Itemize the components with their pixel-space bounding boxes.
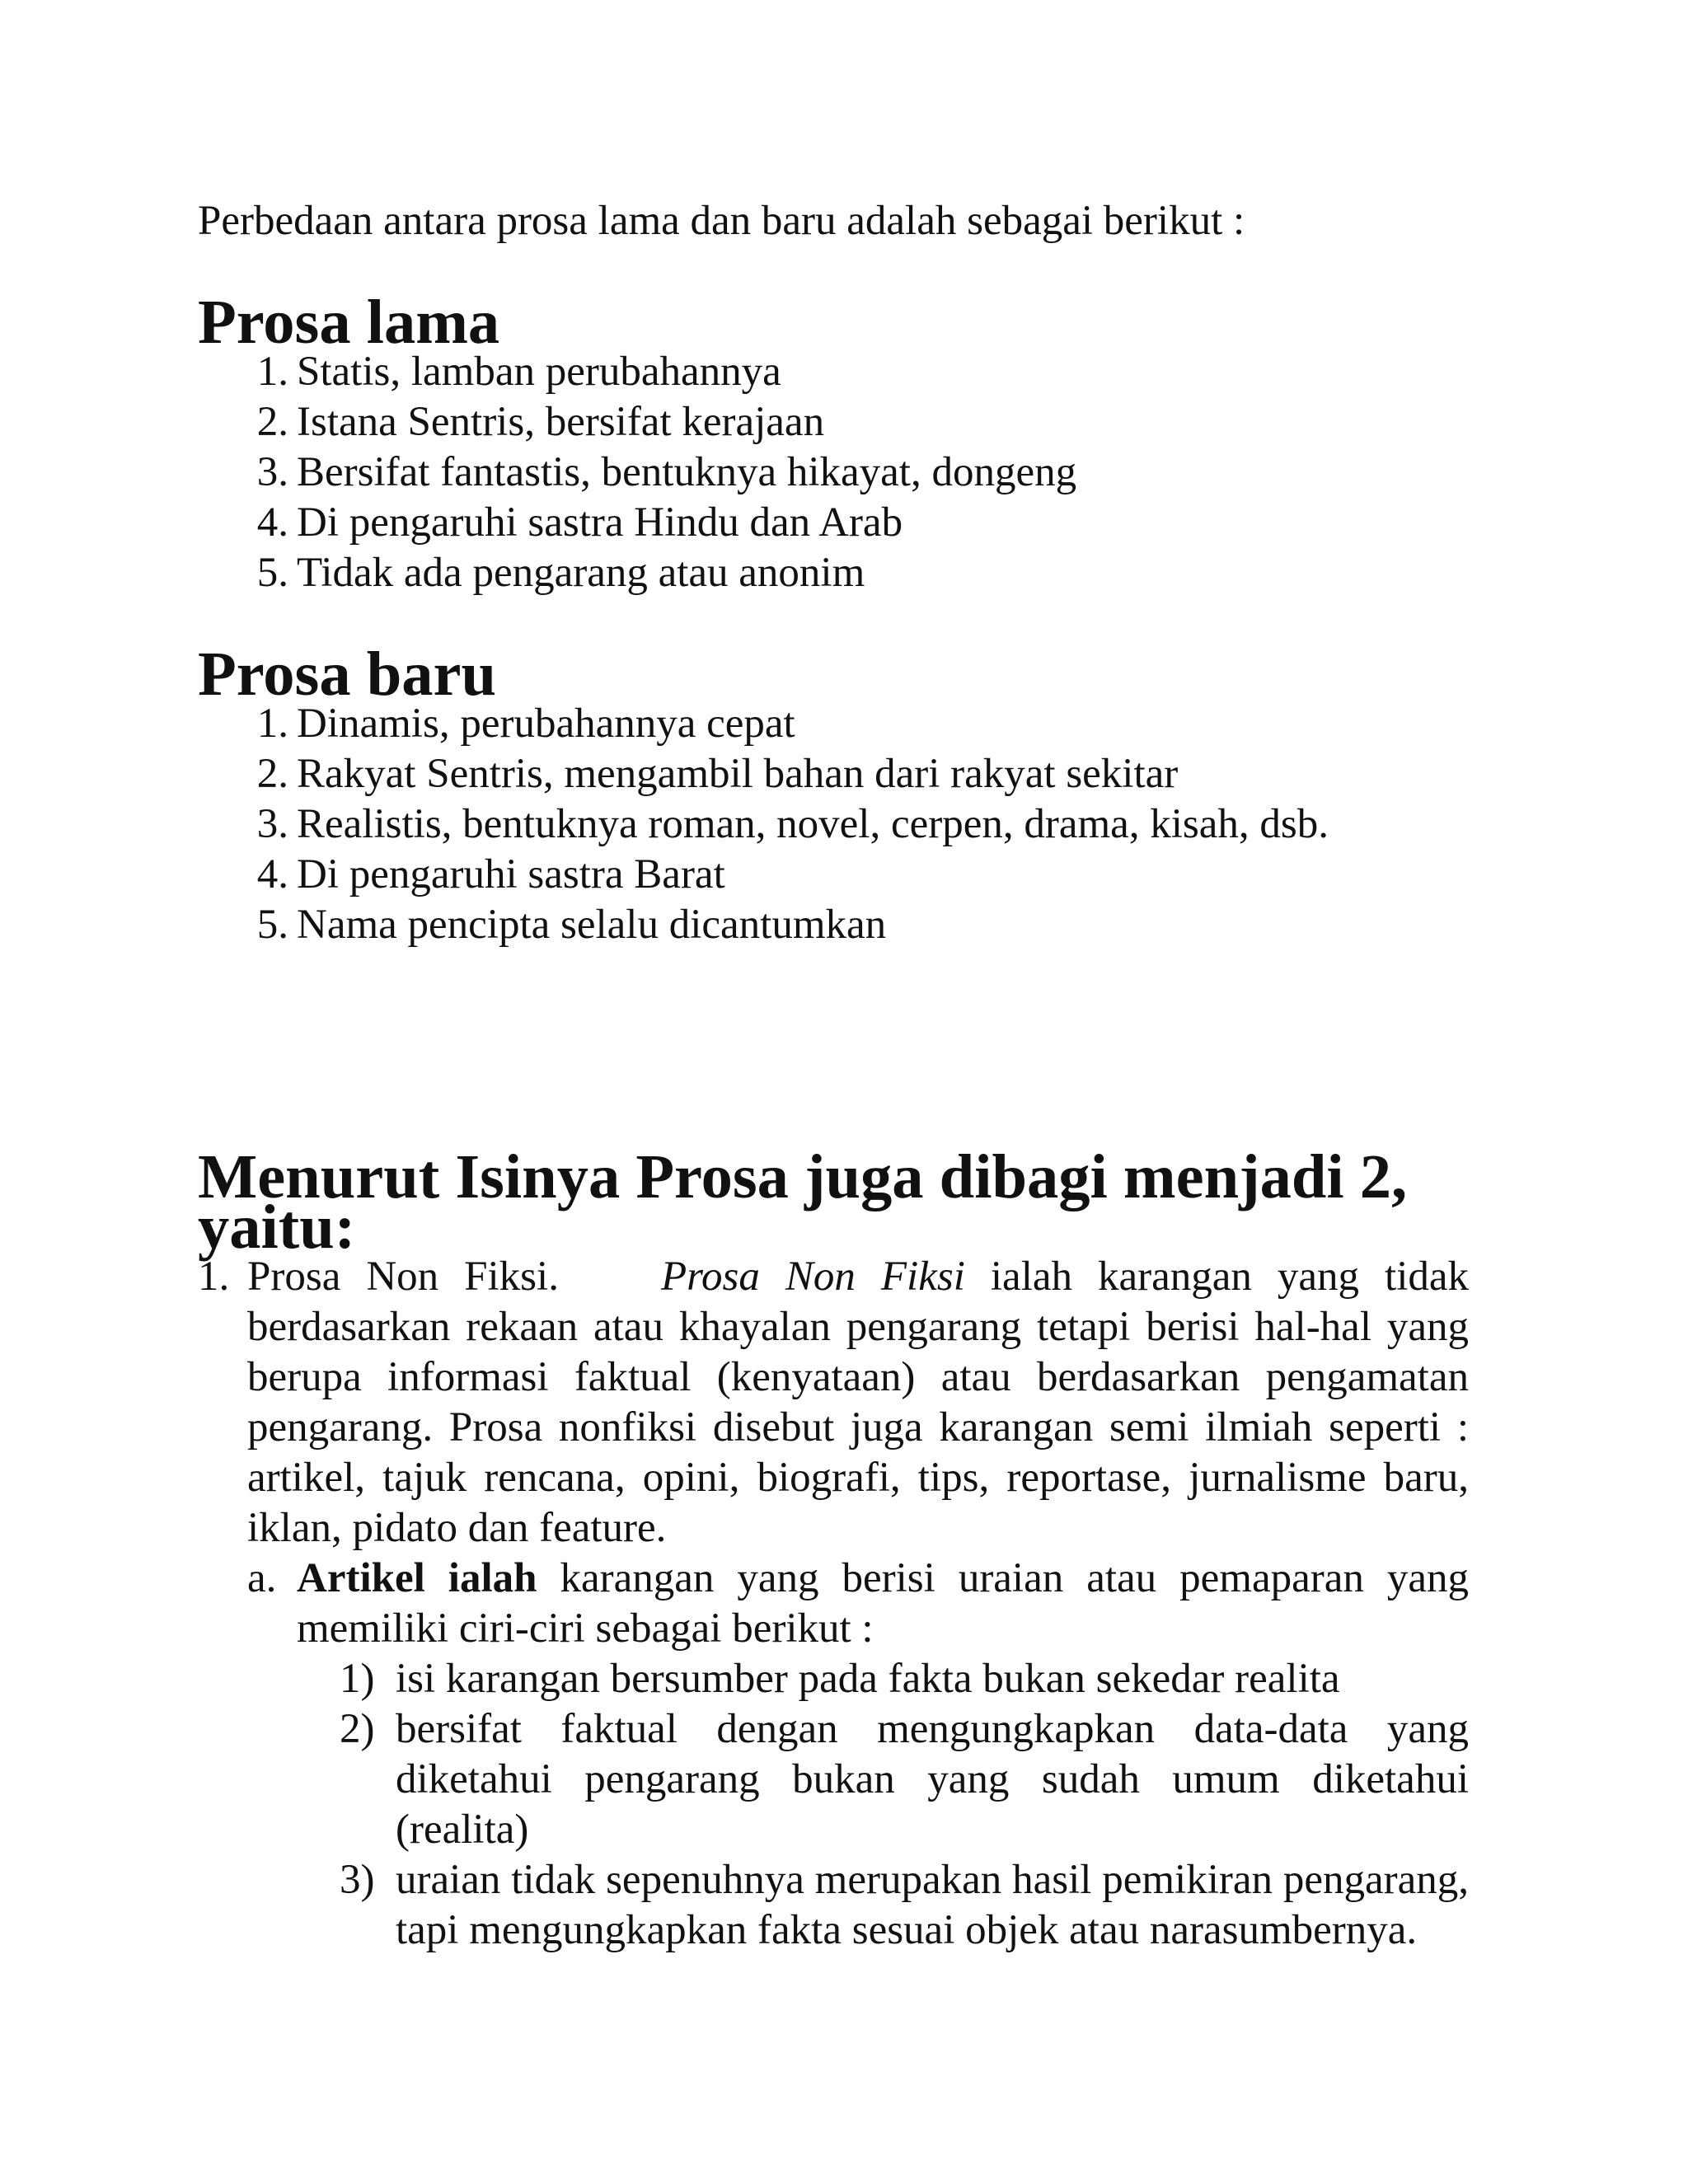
ciri-number: 1) [340,1656,375,1702]
list-number: 5. [256,902,288,948]
sub-item-letter: a. [247,1555,277,1601]
list-item-text: Istana Sentris, bersifat kerajaan [297,399,825,445]
list-number: 1. [256,349,288,395]
list-number: 2. [256,751,288,797]
list-item-text: Tidak ada pengarang atau anonim [297,550,865,596]
list-number: 4. [256,499,288,546]
list-item [198,749,1469,799]
list-item [198,448,1469,498]
list-number: 3. [256,801,288,847]
ciri-text: bersifat faktual dengan mengungkapkan data-data yang diketahui pengarang bukan yang sudah umum diketahui (realita) [396,1706,1469,1853]
list-number: 1. [198,1254,230,1300]
list-number: 2. [256,399,288,445]
list-item [198,347,1469,397]
sub-item-bold-term: Artikel ialah [297,1555,537,1601]
ciri-item [198,1855,1469,1956]
list-item [198,699,1469,749]
ciri-item [198,1704,1469,1855]
list-item [198,900,1469,950]
list-item-text: Rakyat Sentris, mengambil bahan dari rakyat sekitar [297,751,1179,797]
sub-item-artikel [198,1554,1469,1654]
list-item-text: Statis, lamban perubahannya [297,349,781,395]
heading-prosa-baru: Prosa baru [198,639,496,709]
list-number: 1. [256,701,288,747]
list-item [198,548,1469,598]
list-prosa-lama [198,347,1469,598]
document-body [198,196,1469,1956]
item-definition: ialah karangan yang tidak berdasarkan rekaan atau khayalan pengarang tetapi berisi hal-hal yang berupa informasi faktual (kenyataan) atau berdasarkan pengamatan pengarang. Prosa nonfiksi disebut juga karangan semi ilmiah seperti : artikel, tajuk rencana, opini, biografi, tips, reportase, jurnalisme baru, iklan, pidato dan feature. [247,1254,1469,1551]
intro-paragraph: Perbedaan antara prosa lama dan baru adalah sebagai berikut : [198,198,1245,244]
list-item [198,397,1469,448]
list-item-text: Dinamis, perubahannya cepat [297,701,795,747]
list-item-text: Di pengaruhi sastra Hindu dan Arab [297,499,903,546]
list-item [198,799,1469,850]
list-number: 5. [256,550,288,596]
item-prosa-non-fiksi [198,1252,1469,1554]
ciri-text: uraian tidak sepenuhnya merupakan hasil pemikiran pengarang, tapi mengungkapkan fakta sesuai objek atau narasumbernya. [396,1857,1469,1953]
heading-menurut-isinya: Menurut Isinya Prosa juga dibagi menjadi 2, yaitu: [198,1141,1408,1262]
list-item-text: Bersifat fantastis, bentuknya hikayat, dongeng [297,449,1077,495]
ciri-text: isi karangan bersumber pada fakta bukan sekedar realita [396,1656,1340,1702]
list-prosa-baru [198,699,1469,950]
item-italic-term: Prosa Non Fiksi [660,1254,965,1300]
spacer [198,950,1469,1151]
list-item [198,850,1469,900]
item-lead: Prosa Non Fiksi. [247,1254,559,1300]
list-number: 3. [256,449,288,495]
list-number: 4. [256,851,288,898]
list-item-text: Di pengaruhi sastra Barat [297,851,725,898]
ciri-number: 3) [340,1857,375,1903]
list-item-text: Realistis, bentuknya roman, novel, cerpen, drama, kisah, dsb. [297,801,1329,847]
list-item [198,498,1469,548]
ciri-item [198,1654,1469,1704]
heading-prosa-lama: Prosa lama [198,287,500,357]
list-item-text: Nama pencipta selalu dicantumkan [297,902,887,948]
sub-item-definition: karangan yang berisi uraian atau pemaparan yang memiliki ciri-ciri sebagai berikut : [297,1555,1469,1652]
ciri-number: 2) [340,1706,375,1752]
